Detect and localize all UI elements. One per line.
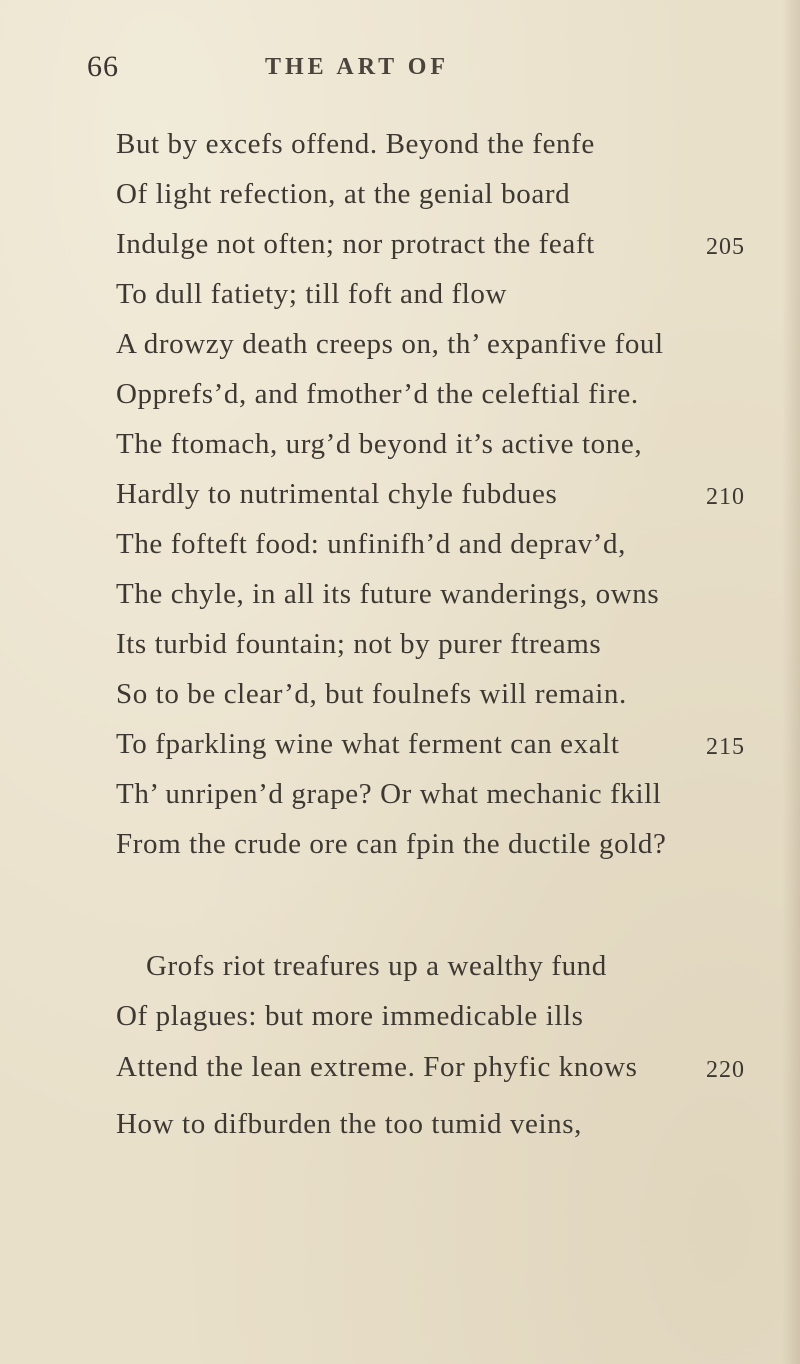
line-number: 205 [706, 234, 745, 260]
poem-line: A drowzy death creeps on, th’ expanfive foul [116, 328, 664, 360]
poem-line: Grofs riot treafures up a wealthy fund [146, 950, 607, 982]
poem-line: To dull fatiety; till foft and flow [116, 278, 508, 310]
poem-line: Its turbid fountain; not by purer ftreams [116, 628, 602, 660]
line-number: 210 [706, 484, 745, 510]
poem-line: Th’ unripen’d grape? Or what mechanic fkill [116, 778, 662, 810]
poem-line: Of light refection, at the genial board [116, 178, 571, 210]
poem-line: Hardly to nutrimental chyle fubdues [116, 478, 558, 510]
poem-line: The fofteft food: unfinifh’d and deprav’d, [116, 528, 626, 560]
poem-line: Of plagues: but more immedicable ills [116, 1000, 584, 1032]
line-number: 220 [706, 1057, 745, 1083]
line-number: 215 [706, 734, 745, 760]
poem-line: But by excefs offend. Beyond the fenfe [116, 128, 595, 160]
poem-line: Indulge not often; nor protract the feaft [116, 228, 595, 260]
running-head: THE ART OF [265, 54, 450, 80]
poem-line: To fparkling wine what ferment can exalt [116, 728, 620, 760]
poem-line: So to be clear’d, but foulnefs will remain. [116, 678, 627, 710]
poem-line: The chyle, in all its future wanderings, owns [116, 578, 660, 610]
page-header [87, 50, 687, 90]
poem-line: Attend the lean extreme. For phyfic knows [116, 1051, 638, 1083]
poem-line: From the crude ore can fpin the ductile gold? [116, 828, 667, 860]
page-number: 66 [87, 50, 119, 83]
page-edge-shadow [782, 0, 800, 1364]
poem-line: The ftomach, urg’d beyond it’s active tone, [116, 428, 643, 460]
poem-line: Opprefs’d, and fmother’d the celeftial fire. [116, 378, 639, 410]
poem-line: How to difburden the too tumid veins, [116, 1108, 583, 1140]
